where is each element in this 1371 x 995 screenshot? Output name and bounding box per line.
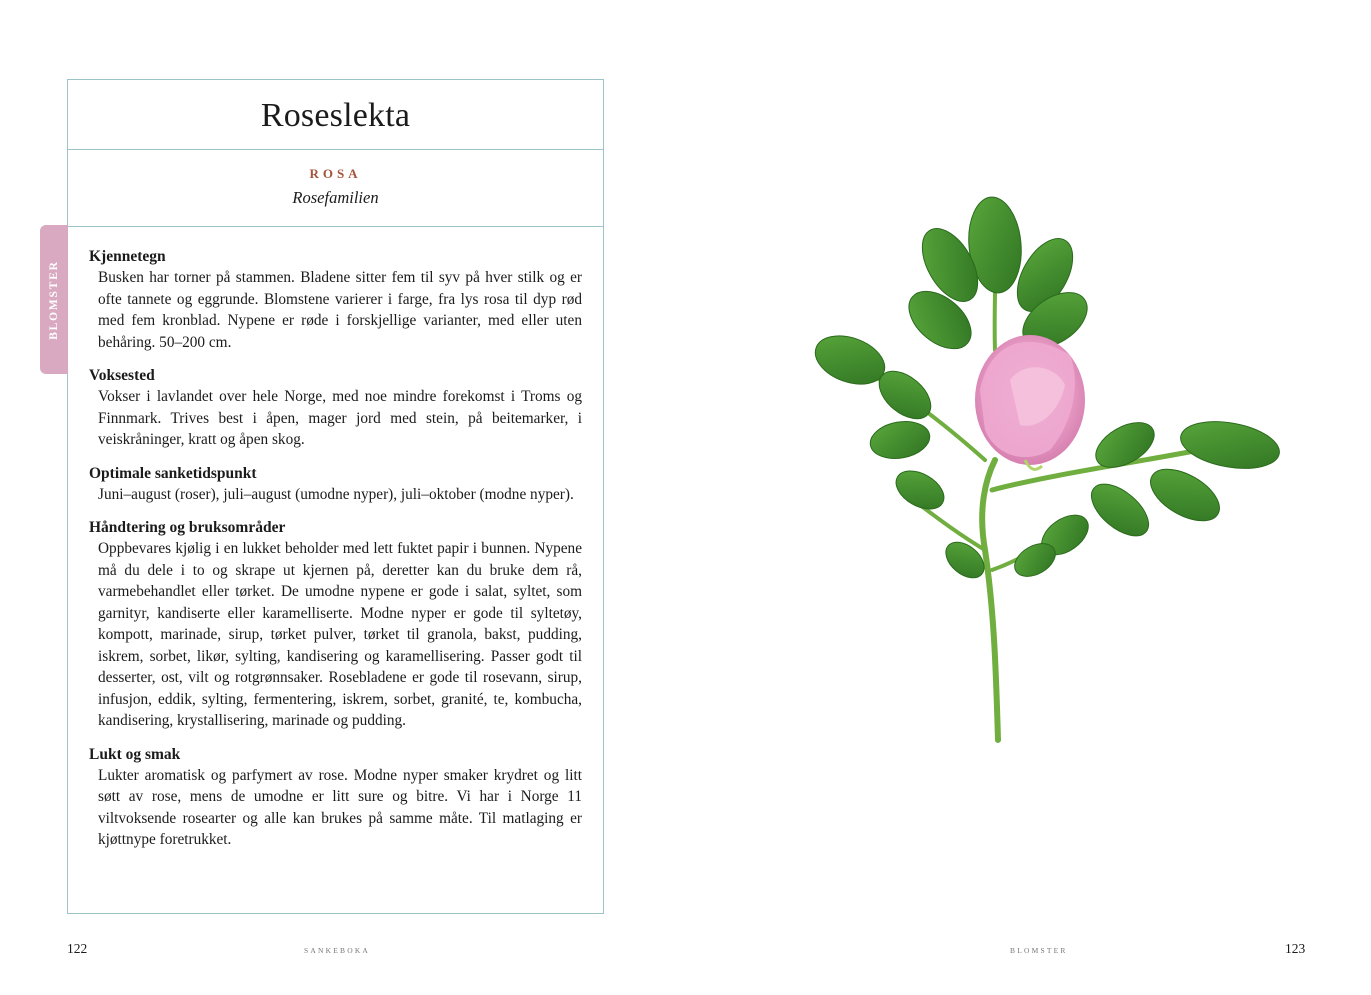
leaf [1177, 415, 1283, 476]
right-page-number: 123 [1285, 941, 1306, 956]
left-page-number: 122 [67, 941, 88, 956]
section-heading: Lukt og smak [89, 745, 181, 763]
section-handtering [89, 517, 582, 732]
title-row [68, 80, 603, 150]
taxonomy-row [68, 150, 603, 227]
section-text: Juni–august (roser), juli–august (umodne nyper), juli–oktober (modne nyper). [98, 485, 574, 503]
rose-flower [975, 335, 1085, 469]
section-voksested [89, 365, 582, 451]
leaf [1082, 474, 1157, 545]
section-kjennetegn [89, 246, 582, 353]
leaf [867, 417, 932, 463]
chapter-tab [40, 225, 68, 374]
chapter-tab-label: BLOMSTER [48, 259, 60, 340]
main-stem [982, 460, 998, 740]
section-text: Vokser i lavlandet over hele Norge, med noe mindre forekomst i Troms og Finnmark. Trives best i åpen, mager jord med stein, på beitemarker, i veiskråninger, kratt og åpen skog. [98, 388, 582, 448]
section-heading: Håndtering og bruksområder [89, 519, 286, 536]
leaf [1142, 459, 1228, 532]
rose-illustration [780, 190, 1300, 750]
section-text: Lukter aromatisk og parfymert av rose. Modne nyper smaker krydret og litt søtt av rose, mens de umodne er litt sure og bitre. Vi har i Norge 11 viltvoksende rosearter og alle kan brukes på samme måte. Til matlaging er kjøttnype foretrukket. [98, 766, 582, 848]
card-body [68, 227, 603, 851]
section-text: Busken har torner på stammen. Bladene sitter fem til syv på hver stilk og er ofte tannete og eggrunde. Blomstene varierer i farge, fra lys rosa til dyp rød med fem kronblad. Nypene er røde i forskjellige varianter, med eller uten behåring. 50–200 cm. [98, 269, 582, 351]
leaf [889, 463, 950, 517]
species-card [67, 79, 604, 914]
left-running-head: SANKEBOKA [304, 946, 371, 955]
page-title: Roseslekta [260, 96, 411, 134]
section-lukt-og-smak [89, 744, 582, 851]
section-text: Oppbevares kjølig i en lukket beholder med lett fuktet papir i bunnen. Nypene må du dele i to og skrape ut kjernen på, deretter kan du bruke dem rå, varmebehandlet eller tørket. De umodne nypene er gode i salat, syltet, som garnityr, kandiserte eller karamelliserte. Modne nyper er gode til syltetøy, kompott, marinade, sirup, tørket pulver, tørket til granola, bakst, pudding, iskrem, sorbet, likør, sylting, kandisering og karamellisering. Passer godt til desserter, ost, vilt og rotgrønnsaker. Rosebladene er gode til rosevann, sirup, infusjon, eddik, sylting, fermentering, iskrem, sorbet, granité, te, kombucha, kandisering, krystallisering, marinade og pudding. [98, 540, 582, 729]
genus-label: ROSA [309, 166, 362, 181]
right-running-head: BLOMSTER [1010, 946, 1068, 955]
family-label: Rosefamilien [292, 188, 379, 207]
section-heading: Voksested [89, 367, 155, 384]
section-heading: Kjennetegn [89, 248, 166, 265]
section-heading: Optimale sanketidspunkt [89, 464, 257, 482]
section-sanketidspunkt [89, 463, 582, 506]
